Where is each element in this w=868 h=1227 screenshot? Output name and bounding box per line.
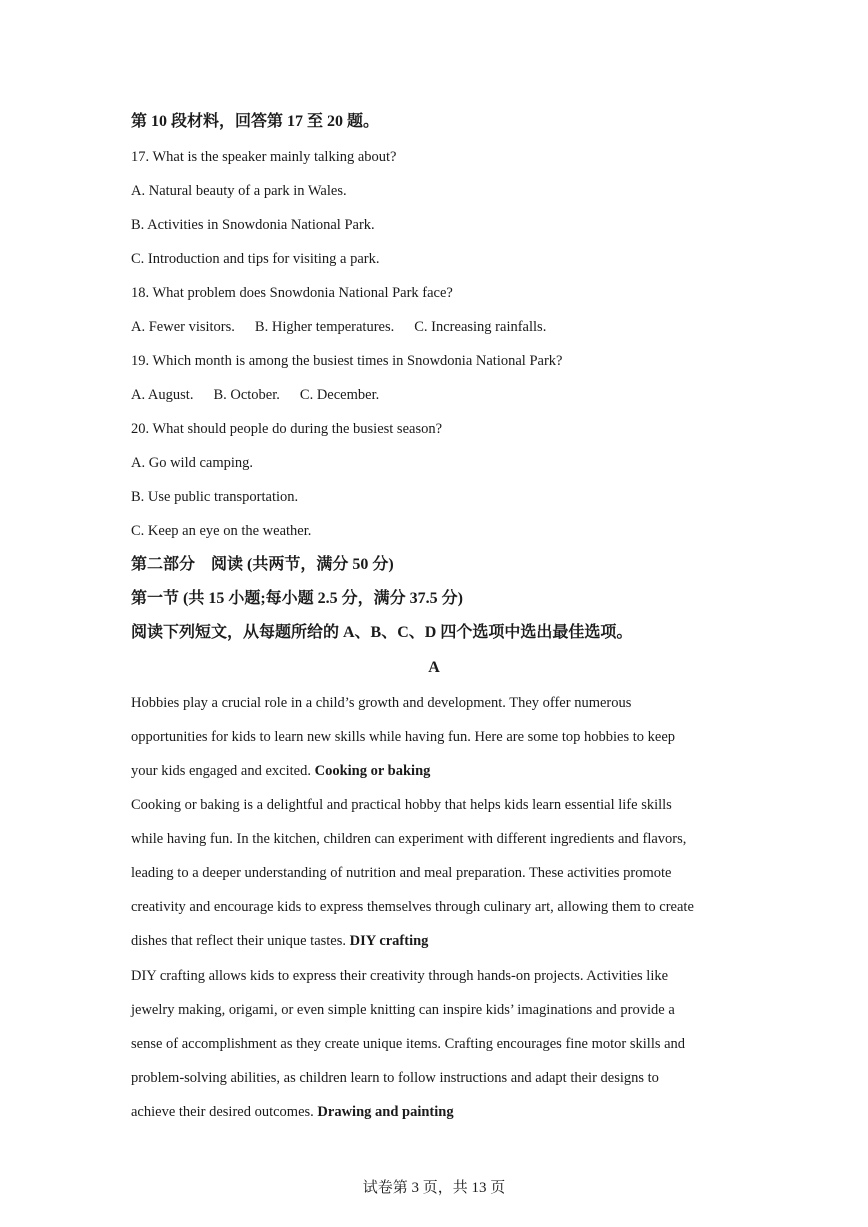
q19-option-b: B. October. [213,387,280,403]
passage-text: dishes that reflect their unique tastes. [131,933,347,949]
passage-line: opportunities for kids to learn new skills while having fun. Here are some top hobbies to keep [131,729,676,745]
q19-option-c: C. December. [299,387,380,403]
passage-line [131,1102,454,1122]
passage-line: leading to a deeper understanding of nutrition and meal preparation. These activities promote [131,865,672,881]
heading-diy: DIY crafting [349,933,429,949]
q17-option-c: C. Introduction and tips for visiting a park. [131,251,380,267]
passage-line: sense of accomplishment as they create unique items. Crafting encourages fine motor skills and [131,1036,686,1052]
q18-option-b: B. Higher temperatures. [254,319,395,335]
passage-line: problem-solving abilities, as children learn to follow instructions and adapt their designs to [131,1070,659,1086]
q18-options [131,317,546,337]
q18-stem: 18. What problem does Snowdonia National Park face? [131,285,453,301]
passage-line [131,761,430,781]
q17-option-b: B. Activities in Snowdonia National Park. [131,217,375,233]
q17-option-a: A. Natural beauty of a park in Wales. [131,183,347,199]
q19-option-a: A. August. [131,387,194,403]
section10-heading: 第 10 段材料，回答第 17 至 20 题。 [131,113,380,130]
q19-options [131,385,379,405]
q18-option-c: C. Increasing rainfalls. [414,319,547,335]
passage-text: achieve their desired outcomes. [131,1104,314,1120]
passage-label: A [428,659,440,676]
q20-stem: 20. What should people do during the busiest season? [131,421,443,437]
reading-instruction: 阅读下列短文，从每题所给的 A、B、C、D 四个选项中选出最佳选项。 [131,624,633,641]
passage-text: your kids engaged and excited. [131,763,311,779]
passage-line: DIY crafting allows kids to express their creativity through hands-on projects. Activities like [131,968,669,984]
part2-title: 第二部分 阅读 (共两节，满分 50 分) [131,556,394,573]
passage-line: creativity and encourage kids to express themselves through culinary art, allowing them to create [131,899,694,915]
q19-stem: 19. Which month is among the busiest times in Snowdonia National Park? [131,353,563,369]
passage-line: jewelry making, origami, or even simple knitting can inspire kids’ imaginations and provide a [131,1002,675,1018]
page-footer: 试卷第 3 页，共 13 页 [362,1180,506,1196]
passage-line [131,931,428,951]
q18-option-a: A. Fewer visitors. [131,319,235,335]
heading-drawing: Drawing and painting [317,1104,454,1120]
passage-line: Cooking or baking is a delightful and practical hobby that helps kids learn essential life skills [131,797,672,813]
q20-option-a: A. Go wild camping. [131,455,254,471]
section1-title: 第一节 (共 15 小题;每小题 2.5 分，满分 37.5 分) [131,590,463,607]
q20-option-b: B. Use public transportation. [131,489,299,505]
heading-cooking: Cooking or baking [314,763,431,779]
q17-stem: 17. What is the speaker mainly talking about? [131,149,397,165]
q20-option-c: C. Keep an eye on the weather. [131,523,312,539]
passage-line: while having fun. In the kitchen, children can experiment with different ingredients and flavors, [131,831,687,847]
passage-line: Hobbies play a crucial role in a child’s growth and development. They offer numerous [131,695,632,711]
